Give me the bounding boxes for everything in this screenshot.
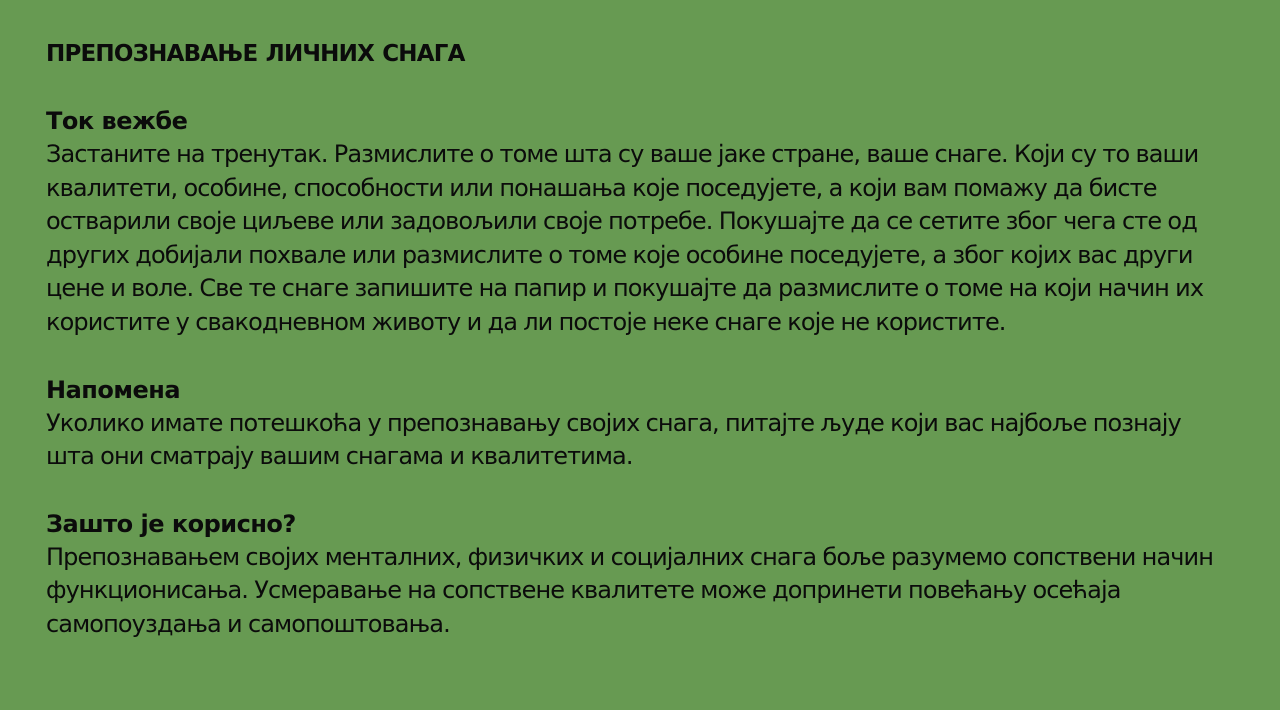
page-title: ПРЕПОЗНАВАЊЕ ЛИЧНИХ СНАГА	[46, 41, 465, 67]
section-text-exercise-flow: Застаните на тренутак. Размислите о томе шта су ваше јаке стране, ваше снаге. Који су то ваши квалитети, особине, способности или понашања које поседујете, а који вам помажу да бисте остварили своје циљеве или задовољили своје потребе. Покушајте да се сетите због чега сте од других добијали похвале или размислите о томе које особине поседујете, а због којих вас други цене и воле. Све те снаге запишите на папир и покушајте да размислите о томе на који начин их користите у свакодневном животу и да ли постоје неке снаге које не користите.	[46, 140, 1204, 336]
section-exercise-flow	[46, 104, 1234, 340]
section-note	[46, 373, 1234, 474]
section-heading-note: Напомена	[46, 375, 181, 404]
section-why-useful	[46, 507, 1234, 642]
section-heading-why-useful: Зашто је корисно?	[46, 509, 296, 538]
section-heading-exercise-flow: Ток вежбе	[46, 107, 188, 135]
section-text-why-useful: Препознавањем својих менталних, физичких и социјалних снага боље разумемо сопствени начин функционисања. Усмеравање на сопствене квалитете може допринети повећању осећаја самопоуздања и самопоштовања.	[46, 542, 1214, 638]
section-text-note: Уколико имате потешкоћа у препознавању својих снага, питајте људе који вас најбоље познају шта они сматрају вашим снагама и квалитетима.	[46, 408, 1181, 471]
